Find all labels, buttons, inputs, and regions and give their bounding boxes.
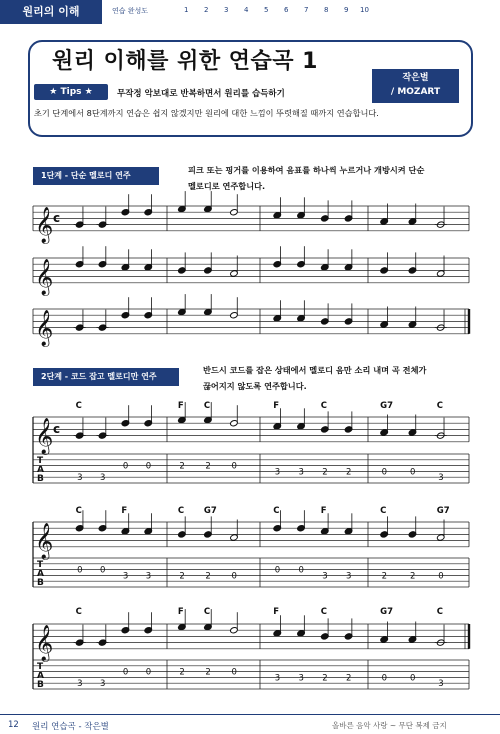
tab-fret-number: 2 xyxy=(346,673,352,684)
tab-fret-number: 0 xyxy=(298,565,304,576)
chord-symbol: C xyxy=(75,401,82,411)
tab-fret-number: 3 xyxy=(122,571,129,582)
tab-fret-number: 2 xyxy=(346,467,352,478)
section-title: 원리의 이해 xyxy=(0,0,102,24)
tips-badge: ★ Tips ★ xyxy=(34,84,108,100)
page-number: 12 xyxy=(8,720,19,730)
treble-clef-icon: 𝄞 xyxy=(35,206,54,243)
tab-letter: B xyxy=(37,680,44,690)
tab-fret-number: 0 xyxy=(409,673,416,684)
chord-symbol: C xyxy=(203,607,211,617)
tab-fret-number: 2 xyxy=(322,673,328,684)
step1-text-line: 멜로디로 연주합니다. xyxy=(188,181,266,191)
tab-fret-number: 0 xyxy=(122,461,129,472)
tab-fret-number: 0 xyxy=(438,571,444,582)
chord-symbol: C xyxy=(436,607,443,617)
step2-label: 2단계 - 코드 잡고 멜로디만 연주 xyxy=(33,368,179,386)
tab-fret-number: 3 xyxy=(274,467,281,478)
treble-clef-icon: 𝄞 xyxy=(35,258,54,295)
song-composer: / MOZART xyxy=(390,87,441,97)
tab-fret-number: 0 xyxy=(274,565,281,576)
chord-symbol: C xyxy=(320,401,328,411)
chord-symbol: F xyxy=(121,506,128,516)
tab-fret-number: 2 xyxy=(381,571,388,582)
tab-fret-number: 0 xyxy=(409,467,416,478)
tab-fret-number: 3 xyxy=(298,467,304,478)
treble-clef-icon: 𝄞 xyxy=(35,624,54,661)
progress-number: 3 xyxy=(224,6,229,14)
book-title: 원리 연습곡 - 작은별 xyxy=(32,722,109,732)
time-signature: c xyxy=(53,211,61,226)
progress-label: 연습 완성도 xyxy=(112,7,149,15)
chord-symbol: F xyxy=(177,401,184,411)
progress-number: 4 xyxy=(244,6,249,14)
chord-symbol: C xyxy=(273,506,280,516)
tab-fret-number: 0 xyxy=(77,565,83,576)
tab-fret-number: 0 xyxy=(231,571,237,582)
progress-number: 8 xyxy=(324,6,329,14)
tab-fret-number: 2 xyxy=(409,571,416,582)
chord-symbol: G7 xyxy=(436,506,450,516)
tab-fret-number: 2 xyxy=(205,571,211,582)
tab-fret-number: 0 xyxy=(381,467,388,478)
tab-fret-number: 0 xyxy=(145,461,152,472)
tab-letter: B xyxy=(37,474,44,484)
copyright-text: 올바른 음악 사랑 ~ 무단 복제 금지 xyxy=(332,721,447,730)
treble-clef-icon: 𝄞 xyxy=(35,309,54,346)
step1-label: 1단계 - 단순 멜로디 연주 xyxy=(33,167,159,185)
tab-fret-number: 3 xyxy=(298,673,304,684)
tab-fret-number: 0 xyxy=(381,673,388,684)
tab-fret-number: 2 xyxy=(179,571,185,582)
tab-fret-number: 0 xyxy=(122,667,129,678)
tab-fret-number: 3 xyxy=(100,679,106,690)
chord-symbol: C xyxy=(380,506,387,516)
tab-fret-number: 3 xyxy=(274,673,281,684)
tab-letter: A xyxy=(37,569,44,579)
chord-symbol: G7 xyxy=(380,607,394,617)
tab-fret-number: 2 xyxy=(322,467,328,478)
chord-symbol: C xyxy=(436,401,443,411)
tab-fret-number: 3 xyxy=(438,679,444,690)
step1-text-line: 피크 또는 핑거를 이용하여 음표를 하나씩 누르거나 개방시켜 단순 xyxy=(188,165,425,175)
progress-number: 6 xyxy=(284,6,289,14)
song-title: 작은별 xyxy=(402,73,429,83)
tab-fret-number: 0 xyxy=(231,667,237,678)
chord-symbol: F xyxy=(273,607,280,617)
tab-letter: A xyxy=(37,671,44,681)
chord-symbol: F xyxy=(177,607,184,617)
progress-number: 5 xyxy=(264,6,269,14)
chord-symbol: F xyxy=(273,401,280,411)
tab-fret-number: 3 xyxy=(145,571,152,582)
chord-symbol: C xyxy=(203,401,211,411)
tab-fret-number: 3 xyxy=(100,473,106,484)
tab-fret-number: 0 xyxy=(100,565,106,576)
time-signature: c xyxy=(53,422,61,437)
tab-fret-number: 3 xyxy=(77,473,83,484)
chord-symbol: G7 xyxy=(380,401,394,411)
page-title: 원리 이해를 위한 연습곡 1 xyxy=(52,49,318,74)
tab-fret-number: 3 xyxy=(322,571,328,582)
chord-symbol: C xyxy=(177,506,185,516)
progress-number: 10 xyxy=(360,6,369,14)
tab-fret-number: 2 xyxy=(179,667,185,678)
step2-text-line: 끊어지지 않도록 연주합니다. xyxy=(203,381,307,391)
tab-fret-number: 3 xyxy=(346,571,352,582)
tab-letter: T xyxy=(37,560,44,570)
progress-number: 2 xyxy=(204,6,209,14)
tab-letter: B xyxy=(37,578,44,588)
progress-number: 9 xyxy=(344,6,349,14)
chord-symbol: C xyxy=(75,506,82,516)
tab-fret-number: 3 xyxy=(438,473,444,484)
tips-text: 무작정 악보대로 반복하면서 원리를 습득하기 xyxy=(117,89,285,99)
tab-fret-number: 2 xyxy=(179,461,185,472)
chord-symbol: C xyxy=(75,607,82,617)
tab-fret-number: 2 xyxy=(205,667,211,678)
treble-clef-icon: 𝄞 xyxy=(35,417,54,454)
tab-fret-number: 3 xyxy=(77,679,83,690)
chord-symbol: G7 xyxy=(203,506,217,516)
tab-fret-number: 0 xyxy=(231,461,237,472)
progress-number: 7 xyxy=(304,6,309,14)
treble-clef-icon: 𝄞 xyxy=(35,522,54,559)
tab-letter: T xyxy=(37,662,44,672)
chord-symbol: F xyxy=(320,506,327,516)
chord-symbol: C xyxy=(320,607,328,617)
tab-letter: A xyxy=(37,465,44,475)
tab-fret-number: 0 xyxy=(145,667,152,678)
tab-fret-number: 2 xyxy=(205,461,211,472)
step2-text-line: 반드시 코드를 잡은 상태에서 멜로디 음만 소리 내며 곡 전체가 xyxy=(203,365,427,375)
description: 초기 단계에서 8단계까지 연습은 쉽지 않겠지만 원리에 대한 느낌이 뚜렷해질 때까지 연습합니다. xyxy=(34,108,379,118)
footer xyxy=(0,714,500,734)
progress-number: 1 xyxy=(184,6,189,14)
tab-letter: T xyxy=(37,456,44,466)
